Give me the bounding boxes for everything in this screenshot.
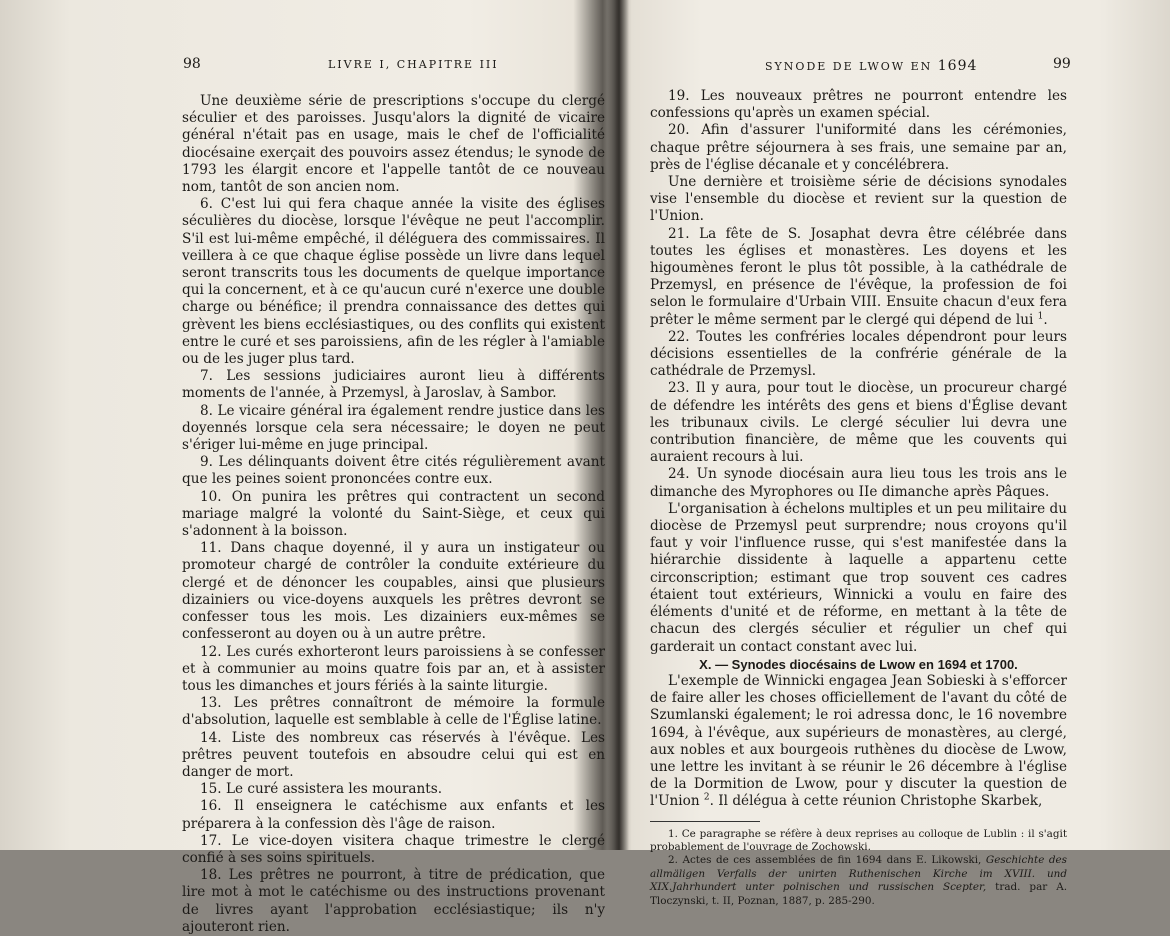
paragraph: 14. Liste des nombreux cas réservés à l'évêque. Les prêtres peuvent toutefois en absoudre celui qui est en danger de mort.	[182, 729, 605, 780]
paragraph-text: L'exemple de Winnicki engagea Jean Sobieski à s'efforcer de faire aller les choses officiellement de l'avant du côté de Szumlanski également; le roi adressa donc, le 16 novembre 1694, à l'évêque, aux supérieurs de monastères, au clergé, aux nobles et aux bourgeois ruthènes du diocèse de Lwow, une lettre les invitant à se réunir le 26 décembre à l'église de la Dormition de Lwow, pour y discuter la question de l'Union	[650, 672, 1067, 810]
paragraph: 10. On punira les prêtres qui contractent un second mariage malgré la volonté du Saint-Siège, et ceux qui s'adonnent à la boisson.	[182, 488, 605, 540]
right-page-text	[650, 88, 1067, 908]
footnote-ref: 2	[703, 792, 710, 803]
footnote: 1. Ce paragraphe se réfère à deux reprises au colloque de Lublin : il s'agit probablement de l'ouvrage de Zochowski.	[650, 827, 1067, 853]
paragraph-with-note	[650, 673, 1067, 811]
paragraph: 24. Un synode diocésain aura lieu tous les trois ans le dimanche des Myrophores ou IIe dimanche après Pâques.	[650, 466, 1067, 500]
paragraph: Une deuxième série de prescriptions s'occupe du clergé séculier et des paroisses. Jusqu'alors la dignité de vicaire général n'était pas en usage, mais le chef de l'officialité diocésaine exerçait des pouvoirs assez étendus; le synode de 1793 les élargit encore et l'appelle tantôt de ce nouveau nom, tantôt de son ancien nom.	[182, 93, 605, 196]
right-page	[625, 0, 1170, 907]
paragraph: 23. Il y aura, pour tout le diocèse, un procureur chargé de défendre les intérêts des gens et biens d'Église devant les tribunaux civils. Le clergé séculier lui devra une contribution financière, de même que les couvents qui auraient recours à lui.	[650, 380, 1067, 466]
footnotes	[650, 828, 1067, 908]
paragraph: 8. Le vicaire général ira également rendre justice dans les doyennés lorsque cela sera nécessaire; le doyen ne peut s'ériger lui-même en juge principal.	[182, 402, 605, 454]
right-running-head	[765, 58, 977, 74]
footnote	[650, 854, 1067, 908]
paragraph: 15. Le curé assistera les mourants.	[200, 781, 443, 798]
paragraph: 19. Les nouveaux prêtres ne pourront entendre les confessions qu'après un examen spécial.	[650, 88, 1067, 122]
paragraph: 11. Dans chaque doyenné, il y aura un instigateur ou promoteur chargé de contrôler la conduite extérieure du clergé et de dénoncer les coupables, ainsi que plusieurs dizainiers ou vice-doyens auxquels les prêtres devront se confesser tous les mois. Les dizainiers eux-mêmes se confesseront au doyen ou à un autre prêtre.	[182, 540, 605, 643]
paragraph: 20. Afin d'assurer l'uniformité dans les cérémonies, chaque prêtre séjournera à ses frais, une semaine par an, près de l'église décanale et y concélébrera.	[650, 122, 1067, 173]
paragraph: 13. Les prêtres connaîtront de mémoire la formule d'absolution, laquelle est semblable à celle de l'Église latine.	[182, 695, 605, 729]
paragraph: 17. Le vice-doyen visitera chaque trimestre le clergé confié à ses soins spirituels.	[182, 832, 605, 866]
footnote-text: 2. Actes de ces assemblées de fin 1694 dans E. Likowski,	[668, 854, 982, 867]
paragraph: L'organisation à échelons multiples et un peu militaire du diocèse de Przemysl peut surprendre; nous croyons qu'il faut y voir l'influence russe, qui s'est manifestée dans la hiérarchie dissidente à laquelle a appartenu cette circonscription; estimant que trop souvent ces cadres étaient tout extérieurs, Winnicki a voulu en faire des éléments d'unité et de réforme, en mettant à la tête de chacun des clergés séculier et régulier un chef qui garderait un contact constant avec lui.	[650, 500, 1067, 655]
paragraph: Une dernière et troisième série de décisions synodales vise l'ensemble du diocèse et revient sur la question de l'Union.	[650, 174, 1067, 225]
footnote-divider	[650, 821, 760, 822]
running-head-text: SYNODE DE LWOW EN	[765, 60, 933, 73]
left-page-number: 98	[183, 56, 201, 72]
section-title: X. — Synodes diocésains de Lwow en 1694 et 1700.	[699, 656, 1018, 672]
paragraph: 22. Toutes les confréries locales dépendront pour leurs décisions essentielles de la confrérie générale de la cathédrale de Przemysl.	[650, 328, 1067, 380]
paragraph: 18. Les prêtres ne pourront, à titre de prédication, que lire mot à mot le catéchisme ou des instructions provenant de livres ayant l'approbation ecclésiastique; ils n'y ajouteront rien.	[182, 867, 605, 935]
paragraph: 12. Les curés exhorteront leurs paroissiens à se confesser et à communier au moins quatre fois par an, et à assister tous les dimanches et jours fériés à la sainte liturgie.	[182, 643, 605, 694]
paragraph-text: 21. La fête de S. Josaphat devra être célébrée dans toutes les églises et monastères. Les doyens et les higoumènes feront le plus tôt possible, à la cathédrale de Przemysl, en présence de l'évêque, la profession de foi selon le formulaire d'Urbain VIII. Ensuite chacun d'eux fera prêter le même serment par le clergé qui dépend de lui	[650, 225, 1067, 328]
paragraph-with-note: 21. La fête de S. Josaphat devra être célébrée dans toutes les églises et monastères. Les doyens et les higoumènes feront le plus tôt possible, à la cathédrale de Przemysl, en présence de l'évêque, la profession de foi selon le formulaire d'Urbain VIII. Ensuite chacun d'eux fera prêter le même serment par le clergé qui dépend de lui $^1$.	[650, 225, 1067, 328]
paragraph: 6. C'est lui qui fera chaque année la visite des églises séculières du diocèse, lorsque l'évêque ne peut l'accomplir. S'il est lui-même empêché, il déléguera des commissaires. Il veillera à ce que chaque église possède un livre dans lequel seront transcrits tous les documents de quelque importance qui la concernent, et à ce qu'aucun curé n'exerce une double charge ou bénéfice; il prendra connaissance des dettes qui grèvent les biens ecclésiastiques, ou des conflits qui existent entre le curé et ses paroissiens, afin de les régler à l'amiable ou de les juger plus tard.	[182, 196, 605, 368]
footnote-text: trad. par A. Tloczynski, t. II, Poznan, 1887, p. 285-290.	[650, 881, 1067, 907]
footnote-title: Geschichte des allmäligen Verfalls der unirten Ruthenischen Kirche im XVIII. und XIX.Jahrhundert unter polnischen und russischen Scepter,	[650, 854, 1068, 894]
paragraph-tail: . Il délégua à cette réunion Christophe Skarbek,	[709, 793, 1043, 810]
running-head-year: 1694	[937, 58, 978, 74]
paragraph: 7. Les sessions judiciaires auront lieu à différents moments de l'année, à Przemysl, à Jaroslav, à Sambor.	[182, 368, 605, 402]
paragraph: 16. Il enseignera le catéchisme aux enfants et les préparera à la confession dès l'âge de raison.	[182, 798, 605, 832]
left-running-head: LIVRE I, CHAPITRE III	[328, 58, 499, 71]
right-page-number: 99	[1053, 56, 1071, 72]
paragraph: 9. Les délinquants doivent être cités régulièrement avant que les peines soient prononcées contre eux.	[182, 454, 605, 488]
footnote-ref: 1	[1037, 311, 1044, 322]
left-page-text	[182, 93, 605, 936]
